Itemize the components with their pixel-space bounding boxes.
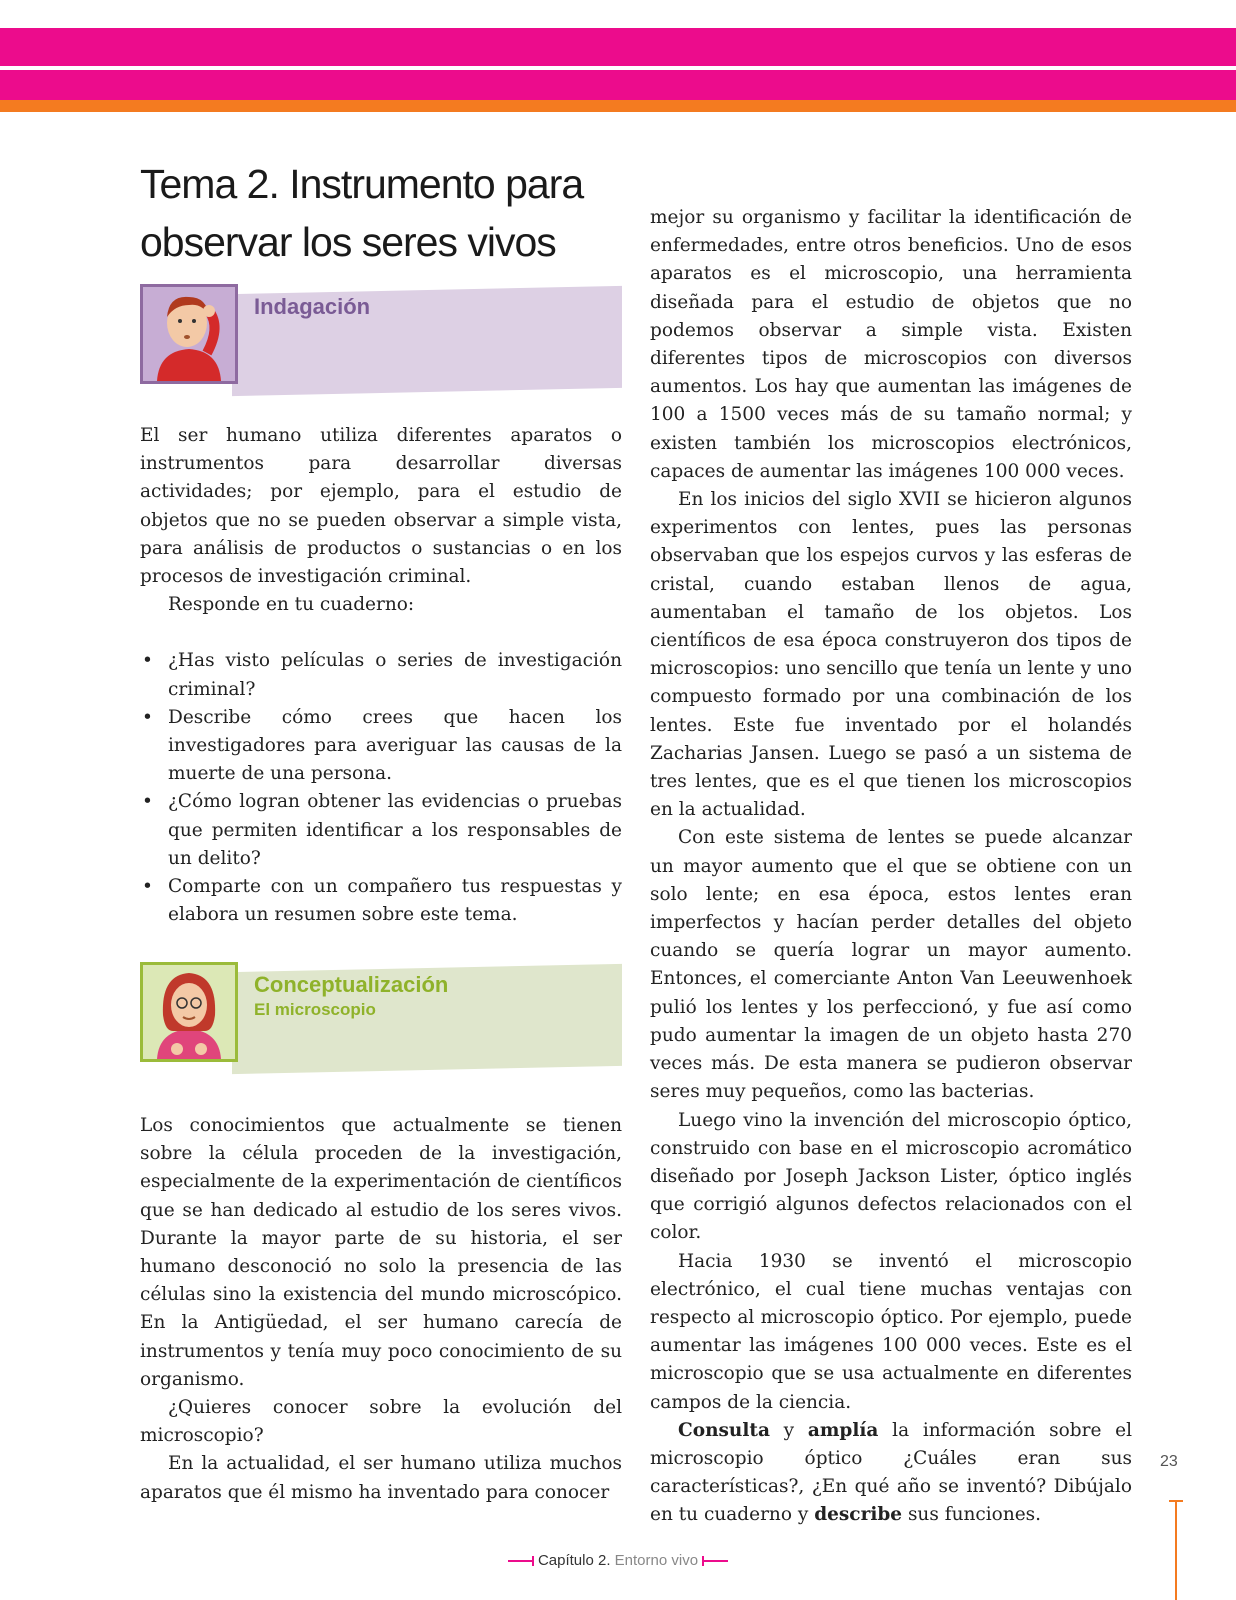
text-span: sus funciones. [902, 1504, 1042, 1526]
list-item [140, 788, 622, 873]
list-item-text: Describe cómo crees que hacen los investigadores para averiguar las causas de la muerte de una persona. [168, 706, 622, 785]
list-item-text: Comparte con un compañero tus respuestas y elabora un resumen sobre este tema. [168, 876, 622, 926]
text-span: la información sobre el microscopio óptico ¿Cuáles eran sus características?, ¿En qué año se inventó? Dibújalo en tu cuaderno y [650, 1419, 1132, 1526]
list-item-text: ¿Cómo logran obtener las evidencias o pruebas que permiten identificar a los responsables de un delito? [168, 791, 622, 869]
bullet-icon: • [142, 876, 153, 898]
list-item [140, 704, 622, 789]
header-band-middle [0, 70, 1236, 100]
conceptualizacion-banner [140, 962, 622, 1067]
paragraph: Con este sistema de lentes se puede alcanzar un mayor aumento que el que se obtiene con un solo lente; en esa época, estos lentes eran imperfectos y hacían perder detalles del objeto cuando se quería lograr un mayor aumento. Entonces, el comerciante Anton Van Leeuwenhoek pulió los lentes y los perfeccionó, y fue así como pudo aumentar la imagen de un objeto hasta 270 veces más. De esta manera se pudieron observar seres muy pequeños, como las bacterias. [650, 827, 1132, 1103]
bold-word: Consulta [678, 1419, 770, 1441]
list-item [140, 873, 622, 929]
footer-dash-left [508, 1560, 534, 1562]
thinking-boy-illustration [140, 284, 238, 384]
activity-paragraph [650, 1417, 1132, 1530]
text-span: y [769, 1419, 808, 1441]
footer-chapter: Capítulo 2. [537, 1552, 611, 1569]
page-marker-line [1175, 1500, 1177, 1600]
list-item-text: ¿Has visto películas o series de investigación criminal? [168, 650, 622, 700]
bold-word: describe [814, 1504, 903, 1526]
header-band-orange [0, 100, 1236, 112]
header-band-top [0, 28, 1236, 66]
right-column-text [650, 204, 1132, 1530]
bullet-icon: • [142, 791, 153, 813]
banner-sublabel: El microscopio [254, 1000, 376, 1019]
indagacion-text [140, 422, 622, 929]
question-list [140, 647, 622, 929]
bullet-icon: • [142, 650, 153, 672]
paragraph: mejor su organismo y facilitar la identificación de enfermedades, entre otros beneficios. Uno de esos aparatos es el microscopio, una herramienta diseñada para el estudio de objetos que no podemos observar a simple vista. Existen diferentes tipos de microscopios con diversos aumentos. Los hay que aumentan las imágenes de 100 a 1500 veces más de su tamaño normal; y existen también los microscopios electrónicos, capaces de aumentar las imágenes 100 000 veces. [650, 207, 1132, 482]
footer-chapter-name: Entorno vivo [610, 1552, 699, 1569]
girl-illustration [140, 962, 238, 1062]
page-title: Tema 2. Instrumento para observar los seres vivos [140, 161, 584, 265]
paragraph: En la actualidad, el ser humano utiliza muchos aparatos que él mismo ha inventado para conocer [140, 1453, 622, 1503]
banner-label: Indagación [254, 294, 371, 319]
footer [0, 1552, 1236, 1569]
paragraph: Responde en tu cuaderno: [168, 594, 415, 616]
footer-dash-right [702, 1560, 728, 1562]
paragraph: ¿Quieres conocer sobre la evolución del microscopio? [140, 1397, 622, 1447]
paragraph: El ser humano utiliza diferentes aparatos o instrumentos para desarrollar diversas actividades; por ejemplo, para el estudio de objetos que no se pueden observar a simple vista, para análisis de productos o sustancias o en los procesos de investigación criminal. [140, 425, 622, 588]
bullet-icon: • [142, 706, 153, 728]
paragraph: En los inicios del siglo XVII se hicieron algunos experimentos con lentes, pues las personas observaban que los espejos curvos y las esferas de cristal, cuando estaban llenos de agua, aumentaban el tamaño de los objetos. Los científicos de esa época construyeron dos tipos de microscopios: uno sencillo que tenía un lente y uno compuesto formado por una combinación de los lentes. Este fue inventado por el holandés Zacharias Jansen. Luego se pasó a un sistema de tres lentes, que es el que tienen los microscopios en la actualidad. [650, 489, 1132, 821]
page-number: 23 [1160, 1453, 1178, 1470]
indagacion-banner [140, 284, 622, 389]
banner-label: Conceptualización [254, 972, 449, 997]
bold-word: amplía [807, 1419, 879, 1441]
paragraph: Hacia 1930 se inventó el microscopio electrónico, el cual tiene muchas ventajas con respecto al microscopio óptico. Por ejemplo, puede aumentar las imágenes 100 000 veces. Este es el microscopio que se usa actualmente en diferentes campos de la ciencia. [650, 1250, 1132, 1413]
list-item [140, 647, 622, 703]
concept-text [140, 1112, 622, 1507]
paragraph: Los conocimientos que actualmente se tienen sobre la célula proceden de la investigación, especialmente de la experimentación de científicos que se han dedicado al estudio de los seres vivos. Durante la mayor parte de su historia, el ser humano desconoció no solo la presencia de las células sino la existencia del mundo microscópico. En la Antigüedad, el ser humano carecía de instrumentos y tenía muy poco conocimiento de su organismo. [140, 1115, 622, 1390]
paragraph: Luego vino la invención del microscopio óptico, construido con base en el microscopio acromático diseñado por Joseph Jackson Lister, óptico inglés que corrigió algunos defectos relacionados con el color. [650, 1109, 1132, 1244]
